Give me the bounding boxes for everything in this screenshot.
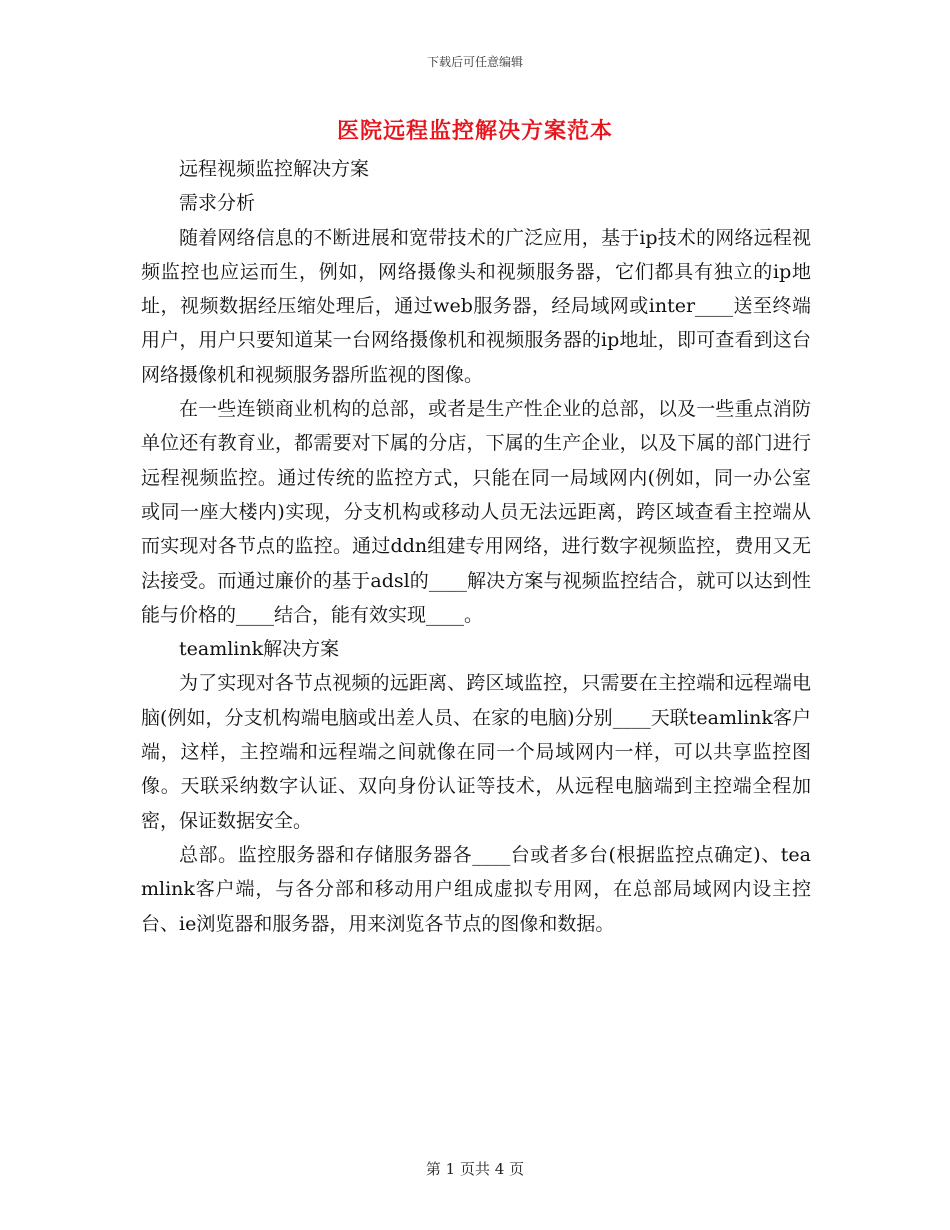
- paragraph-network-monitoring: 随着网络信息的不断进展和宽带技术的广泛应用，基于ip技术的网络远程视频监控也应运而生，例如，网络摄像头和视频服务器，它们都具有独立的ip地址，视频数据经压缩处理后，通过web服务器，经局域网或inter____送至终端用户，用户只要知道某一台网络摄像机和视频服务器的ip地址，即可查看到这台网络摄像机和视频服务器所监视的图像。: [141, 226, 811, 386]
- document-title: 医院远程监控解决方案范本: [336, 118, 613, 144]
- paragraph-chain-enterprises: 在一些连锁商业机构的总部，或者是生产性企业的总部，以及一些重点消防单位还有教育业，都需要对下属的分店，下属的生产企业，以及下属的部门进行远程视频监控。通过传统的监控方式，只能在同一局域网内(例如，同一办公室或同一座大楼内)实现，分支机构或移动人员无法远距离，跨区域查看主控端从而实现对各节点的监控。通过ddn组建专用网络，进行数字视频监控，费用又无法接受。而通过廉价的基于adsl的____解决方案与视频监控结合，就可以达到性能与价格的____结合，能有效实现____。: [141, 398, 811, 626]
- page-number: 第 1 页共 4 页: [425, 1160, 525, 1178]
- paragraph-teamlink-client: 为了实现对各节点视频的远距离、跨区域监控，只需要在主控端和远程端电脑(例如，分支机构端电脑或出差人员、在家的电脑)分别____天联teamlink客户端，这样，主控端和远程端之间就像在同一个局域网内一样，可以共享监控图像。天联采纳数字认证、双向身份认证等技术，从远程电脑端到主控端全程加密，保证数据安全。: [141, 672, 811, 832]
- section-heading-requirements: 需求分析: [179, 192, 256, 215]
- page-header-note: 下载后可任意编辑: [426, 55, 523, 69]
- section-heading-remote-video: 远程视频监控解决方案: [179, 158, 370, 180]
- document-body: [141, 152, 811, 941]
- section-heading-teamlink: teamlink解决方案: [179, 638, 340, 661]
- paragraph-headquarters: 总部。监控服务器和存储服务器各____台或者多台(根据监控点确定)、teamlink客户端，与各分部和移动用户组成虚拟专用网，在总部局域网内设主控台、ie浏览器和服务器，用来浏览各节点的图像和数据。: [141, 843, 811, 935]
